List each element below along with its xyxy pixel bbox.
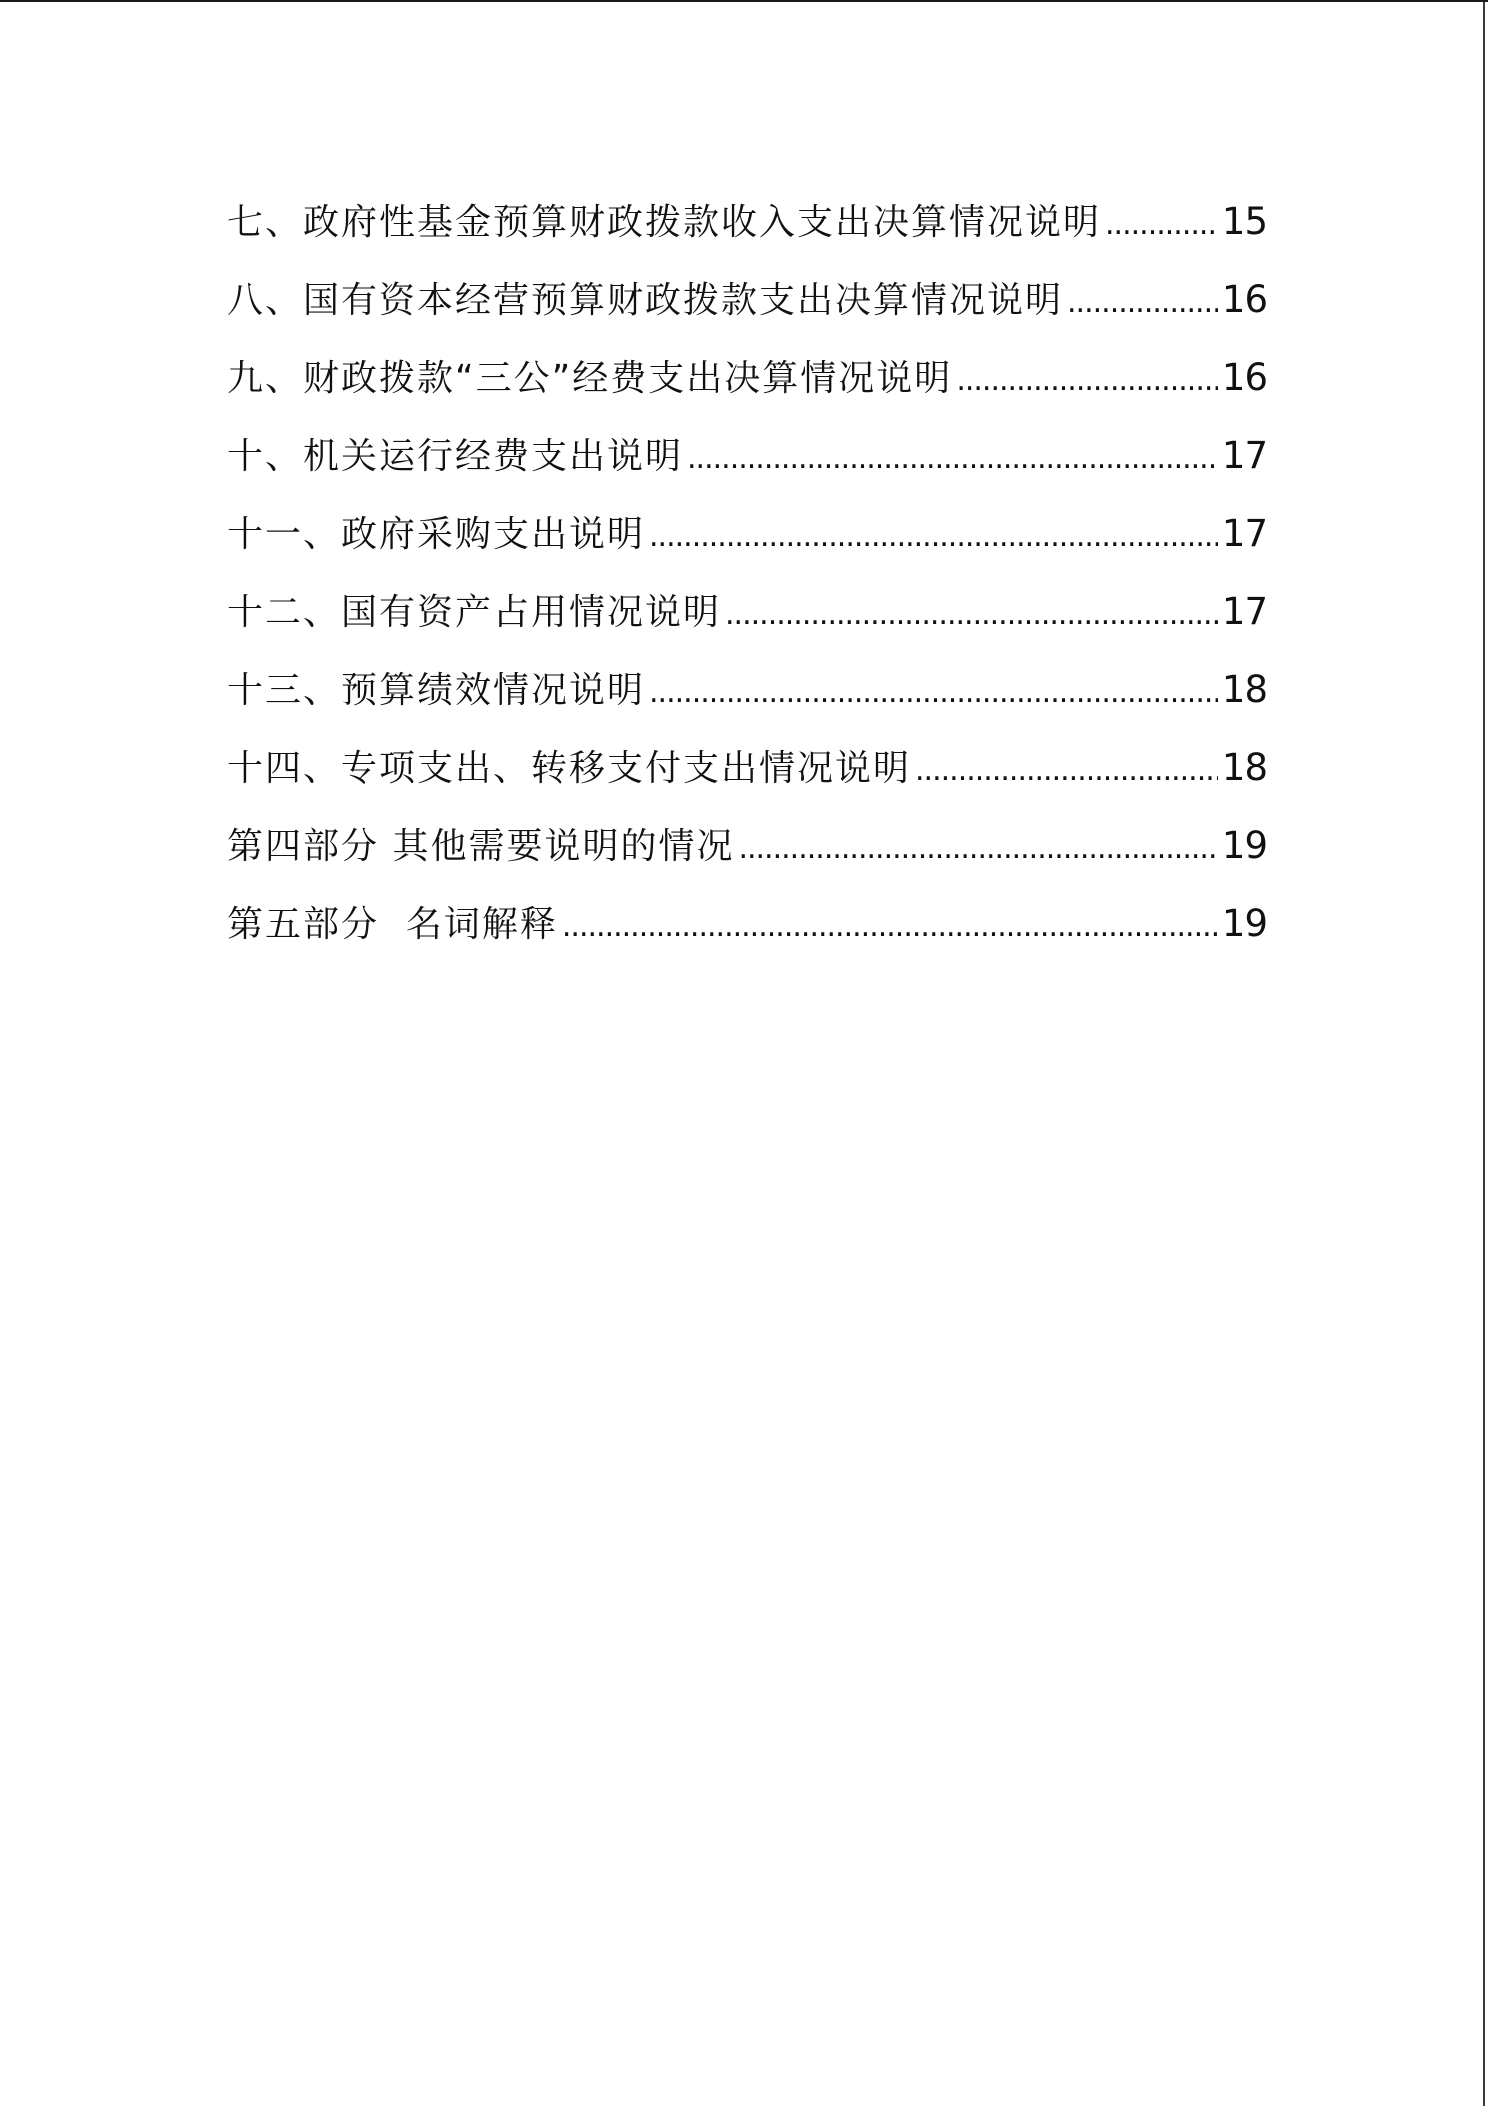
toc-dot-leader xyxy=(915,739,1218,803)
toc-page-number: 16 xyxy=(1221,356,1267,399)
toc-page-number: 15 xyxy=(1221,200,1267,243)
toc-entry-part-4[interactable] xyxy=(227,814,1267,892)
toc-dot-leader xyxy=(649,505,1218,569)
table-of-contents xyxy=(227,190,1267,970)
toc-entry-title: 七、政府性基金预算财政拨款收入支出决算情况说明 xyxy=(227,202,1102,243)
toc-entry-title: 十、机关运行经费支出说明 xyxy=(227,436,684,477)
toc-dot-leader xyxy=(725,583,1218,647)
toc-entry-8[interactable] xyxy=(227,268,1267,346)
toc-page-number: 19 xyxy=(1221,902,1267,945)
toc-dot-leader xyxy=(562,895,1218,959)
page-edge-divider xyxy=(1483,2,1485,2106)
toc-page-number: 18 xyxy=(1221,668,1267,711)
toc-page-number: 19 xyxy=(1221,824,1267,867)
toc-entry-title: 十三、预算绩效情况说明 xyxy=(227,670,646,711)
toc-entry-9[interactable] xyxy=(227,346,1267,424)
toc-dot-leader xyxy=(649,661,1218,725)
toc-entry-title: 第四部分 其他需要说明的情况 xyxy=(227,826,735,867)
toc-entry-part-5[interactable] xyxy=(227,892,1267,970)
toc-dot-leader xyxy=(687,427,1218,491)
toc-entry-title: 九、财政拨款“三公”经费支出决算情况说明 xyxy=(227,358,953,399)
toc-entry-13[interactable] xyxy=(227,658,1267,736)
toc-entry-title: 八、国有资本经营预算财政拨款支出决算情况说明 xyxy=(227,280,1064,321)
toc-entry-14[interactable] xyxy=(227,736,1267,814)
toc-page-number: 17 xyxy=(1221,590,1267,633)
toc-entry-title: 十二、国有资产占用情况说明 xyxy=(227,592,722,633)
toc-entry-7[interactable] xyxy=(227,190,1267,268)
toc-page-number: 18 xyxy=(1221,746,1267,789)
toc-dot-leader xyxy=(1105,193,1218,257)
toc-page-number: 17 xyxy=(1221,512,1267,555)
toc-page-number: 17 xyxy=(1221,434,1267,477)
toc-page-number: 16 xyxy=(1221,278,1267,321)
toc-dot-leader xyxy=(738,817,1217,881)
toc-entry-title: 第五部分 名词解释 xyxy=(227,904,558,945)
toc-entry-10[interactable] xyxy=(227,424,1267,502)
toc-entry-title: 十四、专项支出、转移支付支出情况说明 xyxy=(227,748,912,789)
toc-entry-11[interactable] xyxy=(227,502,1267,580)
toc-entry-title: 十一、政府采购支出说明 xyxy=(227,514,646,555)
toc-entry-12[interactable] xyxy=(227,580,1267,658)
toc-dot-leader xyxy=(1067,271,1218,335)
toc-dot-leader xyxy=(956,349,1218,413)
